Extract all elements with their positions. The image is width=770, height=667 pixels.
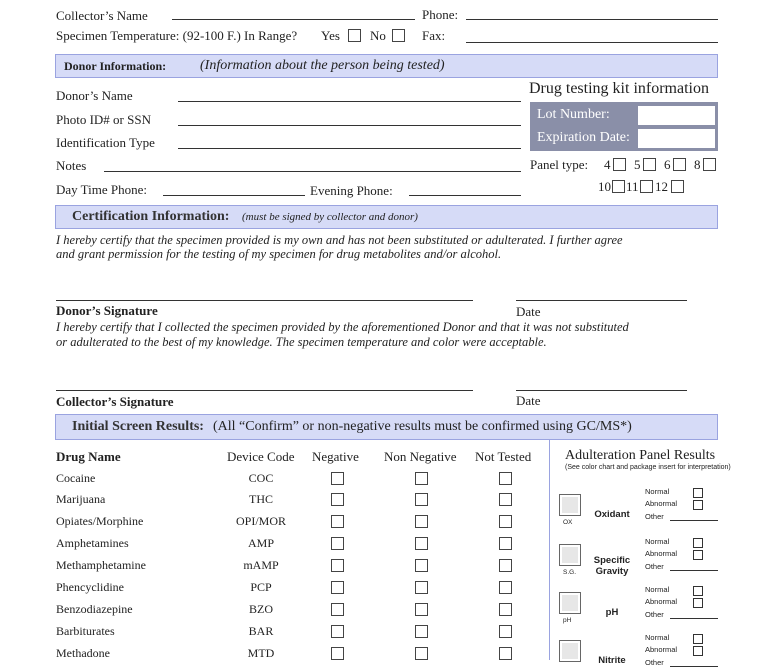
donor-signature-label: Donor’s Signature — [56, 303, 158, 318]
negative-checkbox[interactable] — [331, 581, 344, 594]
normal-checkbox[interactable] — [693, 538, 703, 548]
negative-checkbox[interactable] — [331, 515, 344, 528]
lot-number-label: Lot Number: — [537, 107, 610, 122]
device-code: PCP — [250, 580, 272, 594]
col-device-code: Device Code — [227, 449, 295, 464]
donor-name-field[interactable] — [178, 101, 521, 102]
day-phone-field[interactable] — [163, 195, 305, 196]
device-code: OPI/MOR — [236, 514, 287, 528]
certification-note: (must be signed by collector and donor) — [242, 211, 418, 223]
panel-5-checkbox[interactable] — [643, 158, 656, 171]
not-tested-checkbox[interactable] — [499, 647, 512, 660]
adulteration-test-name: Specific — [593, 555, 631, 566]
normal-label: Normal — [645, 633, 670, 642]
collector-name-field[interactable] — [172, 19, 415, 20]
collector-certify-text-1: I hereby certify that I collected the specimen provided by the aforementioned Donor and that it was not substituted — [56, 320, 629, 334]
id-type-label: Identification Type — [56, 135, 155, 150]
color-swatch — [559, 494, 581, 516]
collector-date-label: Date — [516, 393, 541, 408]
drug-name: Opiates/Morphine — [56, 514, 144, 528]
collector-phone-label: Phone: — [422, 7, 459, 22]
non-negative-checkbox[interactable] — [415, 603, 428, 616]
other-field[interactable] — [670, 618, 718, 619]
id-type-field[interactable] — [178, 148, 521, 149]
temp-no-checkbox[interactable] — [392, 29, 405, 42]
normal-checkbox[interactable] — [693, 634, 703, 644]
adulteration-code: OX — [563, 519, 573, 526]
panel-option-4-label: 4 — [604, 157, 611, 172]
abnormal-checkbox[interactable] — [693, 598, 703, 608]
device-code: BZO — [249, 602, 273, 616]
adulteration-code: pH — [563, 617, 572, 624]
device-code: mAMP — [243, 558, 279, 572]
collector-signature-field[interactable] — [56, 390, 473, 391]
abnormal-checkbox[interactable] — [693, 500, 703, 510]
negative-checkbox[interactable] — [331, 493, 344, 506]
panel-option-12-label: 12 — [655, 179, 668, 194]
temp-yes-label: Yes — [321, 28, 340, 43]
collector-fax-field[interactable] — [466, 42, 718, 43]
collector-fax-label: Fax: — [422, 28, 446, 43]
normal-label: Normal — [645, 537, 670, 546]
drug-name: Phencyclidine — [56, 580, 124, 594]
non-negative-checkbox[interactable] — [415, 647, 428, 660]
expiration-date-field[interactable] — [638, 129, 715, 148]
certification-header — [55, 205, 718, 229]
temp-yes-checkbox[interactable] — [348, 29, 361, 42]
donor-date-field[interactable] — [516, 300, 687, 301]
adulteration-test-name: pH — [605, 607, 619, 618]
expiration-date-label: Expiration Date: — [537, 130, 630, 145]
abnormal-checkbox[interactable] — [693, 646, 703, 656]
adulteration-subtitle: (See color chart and package insert for interpretation) — [565, 464, 731, 471]
evening-phone-label: Evening Phone: — [310, 183, 393, 198]
not-tested-checkbox[interactable] — [499, 581, 512, 594]
normal-checkbox[interactable] — [693, 586, 703, 596]
color-swatch — [559, 544, 581, 566]
evening-phone-field[interactable] — [409, 195, 521, 196]
panel-12-checkbox[interactable] — [671, 180, 684, 193]
kit-info-box — [530, 102, 718, 151]
kit-info-title: Drug testing kit information — [529, 80, 709, 97]
device-code: BAR — [248, 624, 274, 638]
screen-results-note: (All “Confirm” or non-negative results must be confirmed using GC/MS*) — [213, 419, 632, 434]
non-negative-checkbox[interactable] — [415, 493, 428, 506]
not-tested-checkbox[interactable] — [499, 472, 512, 485]
collector-certify-text-2: or adulterated to the best of my knowledge. The specimen temperature and color were acceptable. — [56, 335, 547, 349]
device-code: THC — [249, 492, 273, 506]
abnormal-label: Abnormal — [645, 549, 678, 558]
notes-label: Notes — [56, 158, 87, 173]
drug-name: Barbiturates — [56, 624, 115, 638]
non-negative-checkbox[interactable] — [415, 515, 428, 528]
screen-results-header — [55, 414, 718, 440]
day-phone-label: Day Time Phone: — [56, 182, 148, 197]
temp-no-label: No — [370, 28, 386, 43]
abnormal-checkbox[interactable] — [693, 550, 703, 560]
device-code: COC — [248, 471, 274, 485]
col-drug-name: Drug Name — [56, 449, 121, 464]
drug-name: Marijuana — [56, 492, 106, 506]
device-code: MTD — [247, 646, 275, 660]
abnormal-label: Abnormal — [645, 597, 678, 606]
non-negative-checkbox[interactable] — [415, 472, 428, 485]
color-swatch — [559, 640, 581, 662]
donor-certify-text-2: and grant permission for the testing of my specimen for drug metabolites and/or alcohol. — [56, 247, 502, 261]
panel-8-checkbox[interactable] — [703, 158, 716, 171]
panel-option-11-label: 11 — [626, 179, 639, 194]
normal-label: Normal — [645, 585, 670, 594]
adulteration-code: S.G. — [563, 569, 577, 576]
adulteration-test-name: Oxidant — [594, 509, 630, 520]
other-label: Other — [645, 658, 664, 667]
device-code: AMP — [247, 536, 274, 550]
panel-4-checkbox[interactable] — [613, 158, 626, 171]
donor-signature-field[interactable] — [56, 300, 473, 301]
results-divider — [549, 440, 550, 660]
lot-number-field[interactable] — [638, 106, 715, 125]
other-field[interactable] — [670, 570, 718, 571]
drug-name: Methamphetamine — [56, 558, 146, 572]
normal-checkbox[interactable] — [693, 488, 703, 498]
color-swatch — [559, 592, 581, 614]
other-label: Other — [645, 562, 664, 571]
donor-name-label: Donor’s Name — [56, 88, 133, 103]
collector-date-field[interactable] — [516, 390, 687, 391]
drug-name: Methadone — [56, 646, 110, 660]
photo-id-field[interactable] — [178, 125, 521, 126]
donor-info-header — [55, 54, 718, 78]
collector-phone-field[interactable] — [466, 19, 718, 20]
abnormal-label: Abnormal — [645, 645, 678, 654]
panel-option-10-label: 10 — [598, 179, 611, 194]
non-negative-checkbox[interactable] — [415, 625, 428, 638]
other-label: Other — [645, 610, 664, 619]
adulteration-test-name: Gravity — [595, 566, 629, 577]
drug-name: Cocaine — [56, 471, 96, 485]
col-not-tested: Not Tested — [475, 449, 532, 464]
negative-checkbox[interactable] — [331, 647, 344, 660]
certification-title: Certification Information: — [72, 209, 230, 224]
panel-option-8-label: 8 — [694, 157, 701, 172]
negative-checkbox[interactable] — [331, 472, 344, 485]
not-tested-checkbox[interactable] — [499, 493, 512, 506]
other-label: Other — [645, 512, 664, 521]
drug-name: Benzodiazepine — [56, 602, 133, 616]
collector-signature-label: Collector’s Signature — [56, 394, 174, 409]
abnormal-label: Abnormal — [645, 499, 678, 508]
not-tested-checkbox[interactable] — [499, 515, 512, 528]
donor-date-label: Date — [516, 304, 541, 319]
drug-name: Amphetamines — [56, 536, 129, 550]
not-tested-checkbox[interactable] — [499, 537, 512, 550]
specimen-temperature-label: Specimen Temperature: (92-100 F.) In Range? — [56, 28, 298, 43]
not-tested-checkbox[interactable] — [499, 559, 512, 572]
panel-11-checkbox[interactable] — [640, 180, 653, 193]
panel-10-checkbox[interactable] — [612, 180, 625, 193]
non-negative-checkbox[interactable] — [415, 581, 428, 594]
non-negative-checkbox[interactable] — [415, 559, 428, 572]
adulteration-title: Adulteration Panel Results — [565, 448, 716, 463]
normal-label: Normal — [645, 487, 670, 496]
panel-6-checkbox[interactable] — [673, 158, 686, 171]
photo-id-label: Photo ID# or SSN — [56, 112, 151, 127]
non-negative-checkbox[interactable] — [415, 537, 428, 550]
negative-checkbox[interactable] — [331, 537, 344, 550]
panel-type-label: Panel type: — [530, 157, 589, 172]
panel-option-5-label: 5 — [634, 157, 641, 172]
negative-checkbox[interactable] — [331, 603, 344, 616]
donor-info-note: (Information about the person being tested) — [200, 58, 445, 73]
other-field[interactable] — [670, 520, 718, 521]
not-tested-checkbox[interactable] — [499, 625, 512, 638]
donor-certify-text-1: I hereby certify that the specimen provided is my own and has not been substituted or adulterated. I further agree — [56, 233, 623, 247]
collector-name-label: Collector’s Name — [56, 8, 148, 23]
not-tested-checkbox[interactable] — [499, 603, 512, 616]
negative-checkbox[interactable] — [331, 559, 344, 572]
col-negative: Negative — [312, 449, 359, 464]
donor-info-title: Donor Information: — [64, 59, 167, 73]
col-non-negative: Non Negative — [384, 449, 457, 464]
panel-option-6-label: 6 — [664, 157, 671, 172]
notes-field[interactable] — [104, 171, 521, 172]
negative-checkbox[interactable] — [331, 625, 344, 638]
screen-results-title: Initial Screen Results: — [72, 419, 204, 434]
adulteration-test-name: Nitrite — [598, 655, 626, 666]
